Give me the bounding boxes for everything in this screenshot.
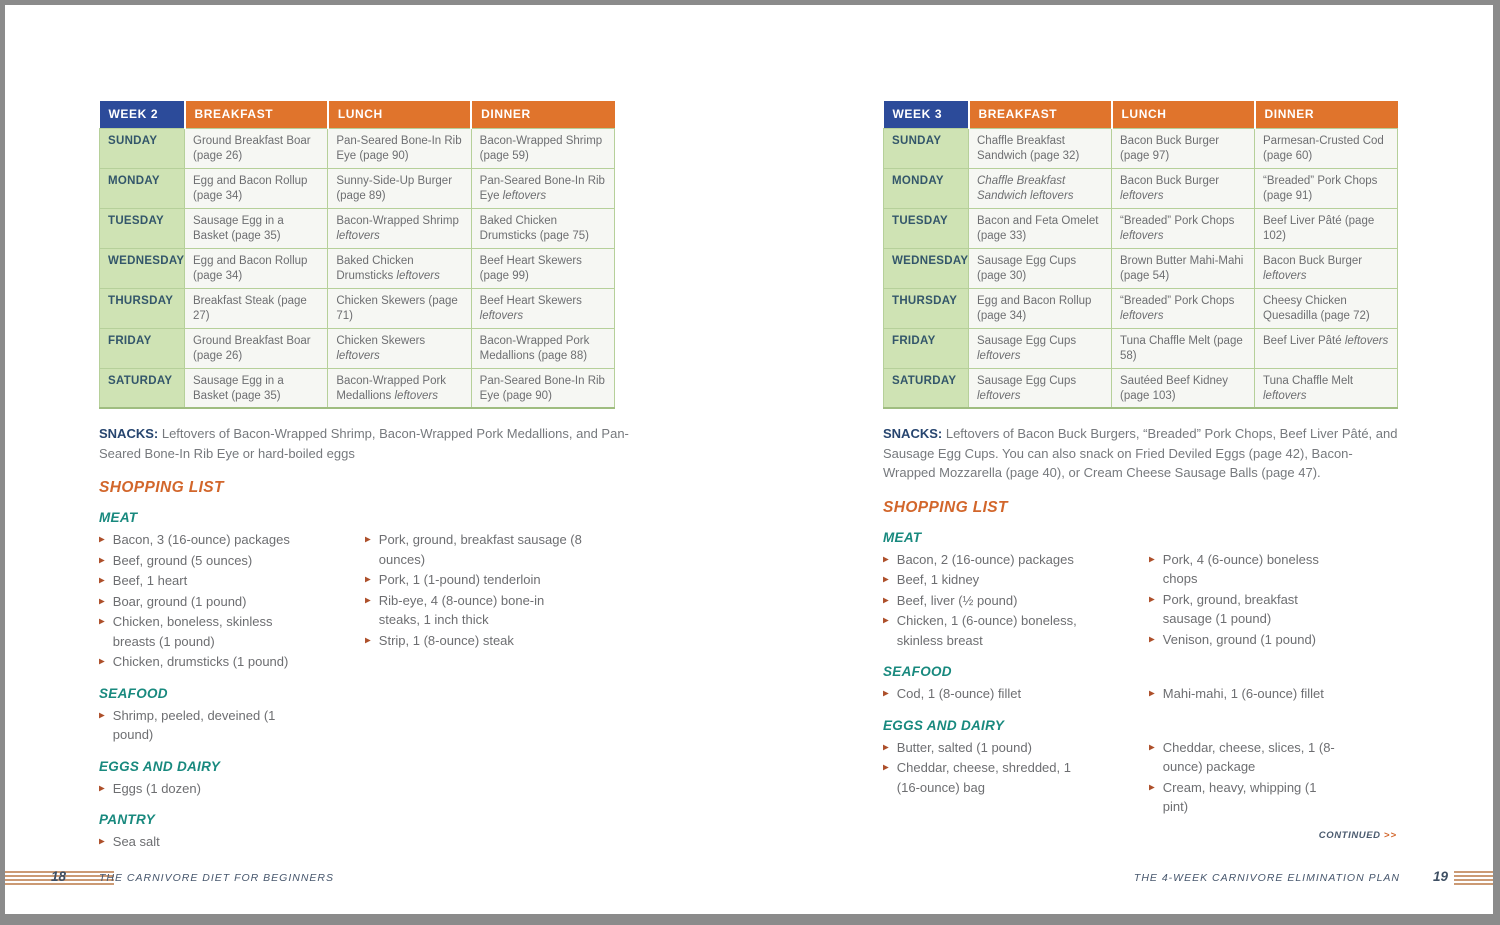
meal-cell: [328, 168, 471, 208]
meal-cell: [185, 208, 328, 248]
meal-text: Egg and Bacon Rollup (page 34): [193, 174, 308, 202]
list-item: [883, 738, 1087, 758]
leftovers-text: leftovers: [394, 390, 438, 402]
meal-plan-table: [99, 101, 615, 409]
day-cell: SATURDAY: [100, 368, 185, 408]
table-body: [884, 128, 1398, 408]
meal-text: Baked Chicken Drumsticks (page 75): [479, 214, 589, 242]
table-row: [100, 208, 615, 248]
table-row: [100, 288, 615, 328]
leftovers-text: leftovers: [336, 230, 380, 242]
table-row: [100, 128, 615, 168]
continued-arrows-icon: >>: [1383, 829, 1397, 841]
meal-text: Beef Heart Skewers (page 99): [479, 254, 582, 282]
meal-text: “Breaded” Pork Chops: [1120, 294, 1235, 307]
item-text: Rib-eye, 4 (8-ounce) bone-in steaks, 1 inch thick: [378, 592, 545, 627]
arrow-bullet-icon: ▶: [883, 742, 889, 751]
snacks-note: [99, 424, 645, 463]
table-row: [100, 248, 615, 288]
leftovers-text: leftovers: [1263, 390, 1307, 402]
section-columns: [99, 706, 645, 746]
week-label: WEEK 3: [884, 101, 969, 128]
day-cell: WEDNESDAY: [100, 248, 185, 288]
leftovers-text: leftovers: [396, 270, 440, 282]
snacks-text: Leftovers of Bacon Buck Burgers, “Breaded” Pork Chops, Beef Liver Pâté, and Sausage Egg Cups. You can also snack on Fried Deviled Eggs (page 42), Bacon-Wrapped Mozzarella (page 40), or Cream Cheese Sausage Balls (page 47).: [883, 426, 1398, 480]
meal-text: “Breaded” Pork Chops (page 91): [1263, 174, 1378, 202]
meal-text: Sunny-Side-Up Burger (page 89): [336, 174, 453, 202]
arrow-bullet-icon: ▶: [1149, 634, 1155, 643]
item-column: [99, 832, 365, 853]
leftovers-text: Chaffle Breakfast Sandwich leftovers: [977, 174, 1074, 202]
meal-text: Pan-Seared Bone-In Rib Eye (page 90): [336, 134, 462, 162]
item-column: [1149, 738, 1398, 818]
meal-cell: [1112, 248, 1255, 288]
day-cell: WEDNESDAY: [884, 248, 969, 288]
meal-text: Beef Heart Skewers: [479, 294, 582, 307]
arrow-bullet-icon: ▶: [883, 615, 889, 625]
table-row: [884, 368, 1398, 408]
meal-text: Brown Butter Mahi-Mahi (page 54): [1120, 254, 1244, 282]
meal-cell: [1112, 288, 1255, 328]
list-item: [99, 530, 303, 550]
arrow-bullet-icon: ▶: [883, 574, 889, 584]
section-columns: [883, 738, 1398, 818]
item-column: [883, 684, 1149, 705]
section-title: SEAFOOD: [883, 664, 952, 679]
meal-cell: [969, 208, 1112, 248]
table-row: [100, 368, 615, 408]
arrow-bullet-icon: ▶: [365, 595, 371, 604]
header-row: [884, 101, 1398, 128]
item-text: Chicken, drumsticks (1 pound): [112, 654, 289, 669]
leftovers-text: leftovers: [977, 390, 1021, 402]
column-header: DINNER: [471, 101, 614, 128]
table-row: [100, 328, 615, 368]
arrow-bullet-icon: ▶: [883, 554, 889, 563]
meal-text: Bacon-Wrapped Shrimp (page 59): [479, 134, 603, 162]
meal-cell: [185, 368, 328, 408]
item-text: Pork, ground, breakfast sausage (8 ounces): [378, 532, 582, 567]
list-item: [99, 832, 303, 852]
item-text: Chicken, 1 (6-ounce) boneless, skinless breast: [896, 613, 1077, 648]
section-columns: [883, 550, 1398, 652]
snacks-text: Leftovers of Bacon-Wrapped Shrimp, Bacon-Wrapped Pork Medallions, and Pan-Seared Bone-In Rib Eye or hard-boiled eggs: [99, 426, 629, 461]
column-header: DINNER: [1255, 101, 1398, 128]
meal-text: Tuna Chaffle Melt (page 58): [1120, 334, 1243, 362]
item-text: Pork, ground, breakfast sausage (1 pound): [1162, 591, 1298, 626]
meal-text: Bacon Buck Burger: [1263, 254, 1363, 267]
section-title: EGGS AND DAIRY: [883, 717, 1005, 733]
week-label: WEEK 2: [100, 101, 185, 128]
meal-cell: [471, 168, 614, 208]
list-item: [883, 550, 1087, 570]
item-text: Shrimp, peeled, deveined (1 pound): [112, 707, 276, 742]
table-row: [884, 248, 1398, 288]
item-text: Mahi-mahi, 1 (6-ounce) fillet: [1162, 686, 1324, 701]
shopping-list-title: SHOPPING LIST: [99, 479, 224, 496]
column-header: BREAKFAST: [185, 101, 328, 128]
arrow-bullet-icon: ▶: [1149, 782, 1155, 791]
table-row: [884, 208, 1398, 248]
leftovers-text: leftovers: [1120, 230, 1164, 242]
meal-cell: [969, 288, 1112, 328]
list-item: [883, 570, 1087, 590]
arrow-bullet-icon: ▶: [99, 616, 105, 626]
list-item: [365, 530, 585, 569]
day-cell: TUESDAY: [100, 208, 185, 248]
day-cell: MONDAY: [100, 168, 185, 208]
item-text: Cheddar, cheese, slices, 1 (8-ounce) package: [1162, 739, 1335, 774]
item-column: [99, 779, 365, 800]
meal-text: Cheesy Chicken Quesadilla (page 72): [1263, 294, 1370, 322]
meal-text: Chaffle Breakfast Sandwich (page 32): [977, 134, 1080, 162]
list-item: [1149, 590, 1338, 629]
day-cell: TUESDAY: [884, 208, 969, 248]
item-text: Cream, heavy, whipping (1 pint): [1162, 779, 1317, 814]
item-text: Beef, liver (½ pound): [896, 592, 1018, 608]
meal-cell: [1112, 168, 1255, 208]
meal-cell: [969, 168, 1112, 208]
snacks-label: SNACKS:: [883, 426, 943, 441]
snacks-note: [883, 424, 1398, 483]
meal-text: Ground Breakfast Boar (page 26): [193, 134, 311, 162]
arrow-bullet-icon: ▶: [99, 575, 105, 585]
section-title: SEAFOOD: [99, 685, 168, 701]
arrow-bullet-icon: ▶: [99, 596, 105, 605]
meal-cell: [969, 248, 1112, 288]
item-column: [99, 706, 365, 746]
item-text: Strip, 1 (8-ounce) steak: [378, 632, 514, 648]
list-item: [99, 592, 303, 612]
item-column: [1149, 684, 1398, 705]
leftovers-text: leftovers: [1120, 310, 1164, 322]
section-title: MEAT: [883, 529, 922, 545]
arrow-bullet-icon: ▶: [365, 574, 371, 584]
meal-text: Bacon Buck Burger (page 97): [1120, 134, 1220, 162]
day-cell: SUNDAY: [100, 128, 185, 168]
arrow-bullet-icon: ▶: [883, 762, 889, 772]
meal-cell: [328, 128, 471, 168]
item-text: Cod, 1 (8-ounce) fillet: [896, 686, 1022, 701]
meal-cell: [328, 248, 471, 288]
meal-text: Bacon Buck Burger: [1120, 174, 1220, 187]
day-cell: SUNDAY: [884, 128, 969, 168]
right-margin-lines-decoration: [1454, 871, 1500, 885]
meal-text: Pan-Seared Bone-In Rib Eye (page 90): [479, 374, 605, 402]
meal-text: Beef Liver Pâté (page 102): [1263, 214, 1375, 242]
list-item: [365, 591, 585, 630]
arrow-bullet-icon: ▶: [1149, 554, 1155, 563]
item-column: [365, 530, 645, 673]
meal-cell: [471, 368, 614, 408]
item-text: Eggs (1 dozen): [112, 780, 201, 796]
meal-cell: [471, 288, 614, 328]
section-title: EGGS AND DAIRY: [99, 758, 221, 774]
day-cell: SATURDAY: [884, 368, 969, 408]
meal-text: Chicken Skewers (page 71): [336, 294, 458, 322]
shopping-sections: [883, 530, 1398, 818]
list-item: [99, 652, 303, 672]
column-header: LUNCH: [328, 101, 471, 128]
section-title: MEAT: [99, 510, 138, 525]
section-title: PANTRY: [99, 812, 156, 827]
table-row: [100, 168, 615, 208]
meal-cell: [471, 248, 614, 288]
meal-text: Egg and Bacon Rollup (page 34): [977, 294, 1092, 322]
list-item: [99, 779, 303, 799]
arrow-bullet-icon: ▶: [365, 635, 371, 644]
arrow-bullet-icon: ▶: [99, 534, 105, 544]
shopping-list-title: SHOPPING LIST: [883, 498, 1008, 516]
list-item: [99, 612, 303, 651]
section-columns: [99, 530, 645, 673]
item-text: Sea salt: [112, 834, 160, 849]
page-number-right: 19: [1432, 869, 1448, 884]
meal-text: Sautéed Beef Kidney (page 103): [1120, 374, 1229, 402]
leftovers-text: leftovers: [479, 310, 524, 322]
arrow-bullet-icon: ▶: [1149, 594, 1155, 603]
arrow-bullet-icon: ▶: [99, 710, 105, 719]
list-item: [99, 551, 303, 571]
meal-cell: [185, 128, 328, 168]
table-row: [884, 168, 1398, 208]
table-header: [100, 101, 615, 128]
list-item: [99, 706, 303, 745]
list-item: [365, 570, 585, 590]
leftovers-text: leftovers: [1263, 270, 1307, 282]
meal-cell: [185, 288, 328, 328]
footer-book-title: THE CARNIVORE DIET FOR BEGINNERS: [99, 872, 335, 884]
item-text: Bacon, 2 (16-ounce) packages: [896, 551, 1074, 567]
leftovers-text: leftovers: [336, 350, 380, 362]
meal-cell: [969, 368, 1112, 408]
item-column: [883, 738, 1149, 818]
section-columns: [99, 779, 645, 800]
page-19-content: [883, 101, 1398, 841]
item-text: Beef, ground (5 ounces): [112, 552, 253, 568]
arrow-bullet-icon: ▶: [1149, 688, 1155, 698]
page-18-content: [99, 101, 645, 853]
meal-text: Beef Liver Pâté: [1263, 334, 1345, 347]
column-header: LUNCH: [1112, 101, 1255, 128]
meal-cell: [1255, 368, 1398, 408]
table-row: [884, 128, 1398, 168]
leftovers-text: leftovers: [1344, 334, 1389, 347]
meal-text: Tuna Chaffle Melt: [1263, 374, 1354, 387]
item-text: Beef, 1 kidney: [896, 572, 980, 587]
meal-plan-table: [883, 101, 1398, 409]
list-item: [1149, 778, 1338, 817]
meal-cell: [969, 328, 1112, 368]
list-item: [883, 591, 1087, 611]
arrow-bullet-icon: ▶: [99, 555, 105, 564]
meal-text: Sausage Egg in a Basket (page 35): [193, 374, 284, 402]
day-cell: FRIDAY: [884, 328, 969, 368]
item-text: Pork, 1 (1-pound) tenderloin: [378, 572, 541, 587]
meal-cell: [328, 208, 471, 248]
week-2-meal-plan-table: [99, 101, 645, 409]
list-item: [99, 571, 303, 591]
meal-text: Sausage Egg Cups: [977, 374, 1077, 387]
day-cell: MONDAY: [884, 168, 969, 208]
meal-text: Chicken Skewers: [336, 334, 426, 347]
meal-cell: [1255, 208, 1398, 248]
meal-cell: [1112, 328, 1255, 368]
item-text: Venison, ground (1 pound): [1162, 631, 1317, 647]
item-text: Pork, 4 (6-ounce) boneless chops: [1162, 551, 1319, 586]
table-body: [100, 128, 615, 408]
day-cell: THURSDAY: [100, 288, 185, 328]
meal-text: Bacon-Wrapped Pork Medallions: [336, 374, 447, 402]
meal-cell: [471, 328, 614, 368]
meal-cell: [471, 208, 614, 248]
day-cell: FRIDAY: [100, 328, 185, 368]
arrow-bullet-icon: ▶: [99, 656, 105, 666]
item-text: Chicken, boneless, skinless breasts (1 pound): [112, 614, 273, 649]
meal-text: Parmesan-Crusted Cod (page 60): [1263, 134, 1384, 162]
meal-cell: [1112, 128, 1255, 168]
meal-text: Bacon-Wrapped Shrimp: [336, 214, 459, 227]
week-3-meal-plan-table: [883, 101, 1398, 409]
continued-marker: [883, 830, 1398, 841]
leftovers-text: leftovers: [1120, 190, 1164, 202]
table-row: [884, 288, 1398, 328]
list-item: [883, 684, 1087, 704]
meal-cell: [185, 168, 328, 208]
item-column: [1149, 550, 1398, 652]
meal-text: “Breaded” Pork Chops: [1120, 214, 1235, 227]
leftovers-text: leftovers: [977, 350, 1021, 362]
meal-text: Sausage Egg in a Basket (page 35): [193, 214, 284, 242]
item-text: Cheddar, cheese, shredded, 1 (16-ounce) bag: [896, 760, 1071, 795]
day-cell: THURSDAY: [884, 288, 969, 328]
item-column: [99, 530, 365, 673]
list-item: [1149, 630, 1338, 650]
meal-cell: [1255, 168, 1398, 208]
continued-label: CONTINUED: [1318, 829, 1381, 841]
meal-cell: [185, 328, 328, 368]
meal-cell: [1255, 288, 1398, 328]
item-text: Butter, salted (1 pound): [896, 739, 1032, 755]
section-columns: [99, 832, 645, 853]
meal-text: Sausage Egg Cups: [977, 334, 1077, 347]
meal-text: Ground Breakfast Boar (page 26): [193, 334, 311, 362]
list-item: [365, 631, 585, 651]
footer-chapter-title: THE 4-WEEK CARNIVORE ELIMINATION PLAN: [1133, 872, 1400, 884]
meal-cell: [185, 248, 328, 288]
snacks-label: SNACKS:: [99, 426, 159, 441]
arrow-bullet-icon: ▶: [99, 783, 105, 792]
arrow-bullet-icon: ▶: [1149, 742, 1155, 751]
item-text: Bacon, 3 (16-ounce) packages: [112, 532, 290, 547]
item-text: Boar, ground (1 pound): [112, 593, 247, 609]
meal-cell: [328, 328, 471, 368]
item-column: [883, 550, 1149, 652]
header-row: [100, 101, 615, 128]
meal-cell: [1112, 368, 1255, 408]
list-item: [1149, 684, 1338, 704]
column-header: BREAKFAST: [969, 101, 1112, 128]
meal-cell: [969, 128, 1112, 168]
meal-cell: [328, 368, 471, 408]
meal-text: Sausage Egg Cups (page 30): [977, 254, 1077, 282]
meal-cell: [1255, 128, 1398, 168]
list-item: [883, 611, 1087, 650]
arrow-bullet-icon: ▶: [883, 688, 889, 698]
page-number-left: 18: [51, 869, 67, 884]
item-text: Beef, 1 heart: [112, 573, 188, 588]
meal-cell: [1255, 328, 1398, 368]
meal-cell: [328, 288, 471, 328]
list-item: [1149, 738, 1338, 777]
meal-cell: [471, 128, 614, 168]
table-header: [884, 101, 1398, 128]
meal-cell: [1112, 208, 1255, 248]
table-row: [884, 328, 1398, 368]
meal-text: Pan-Seared Bone-In Rib Eye: [479, 174, 605, 202]
arrow-bullet-icon: ▶: [99, 836, 105, 846]
shopping-sections: [99, 510, 645, 853]
section-columns: [883, 684, 1398, 705]
meal-text: Breakfast Steak (page 27): [193, 294, 307, 322]
arrow-bullet-icon: ▶: [365, 534, 371, 544]
list-item: [1149, 550, 1338, 589]
meal-text: Baked Chicken Drumsticks: [336, 254, 414, 282]
leftovers-text: leftovers: [502, 190, 547, 202]
meal-text: Bacon and Feta Omelet (page 33): [977, 214, 1099, 242]
list-item: [883, 758, 1087, 797]
meal-cell: [1255, 248, 1398, 288]
meal-text: Bacon-Wrapped Pork Medallions (page 88): [479, 334, 590, 362]
meal-text: Egg and Bacon Rollup (page 34): [193, 254, 308, 282]
arrow-bullet-icon: ▶: [883, 595, 889, 604]
